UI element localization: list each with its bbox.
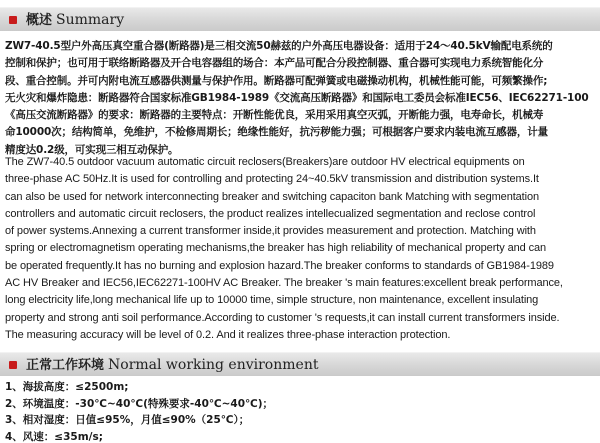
- paragraph-line: 无火灾和爆炸隐患：断路器符合国家标准GB1984-1989《交流高压断路器》和国际电工委员会标准IEC56、IEC62271-100: [5, 91, 589, 104]
- environment-section-header: [0, 352, 600, 376]
- paragraph-line: three-phase AC 50Hz.It is used for controlling and protecting 24~40.5kV transmission and distribution systems.It: [5, 173, 539, 186]
- paragraph-line: ZW7-40.5型户外高压真空重合器(断路器)是三相交流50赫兹的户外高压电器设备：适用于24～40.5kV输配电系统的: [5, 40, 553, 52]
- paragraph-line: 命10000次；结构简单，免维护，不检修周期长；绝缘性能好，抗污秽能力强；可根据客户要求内装电流互感器，计量: [5, 126, 548, 139]
- list-item: 1、海拔高度：≤2500m;: [5, 381, 129, 393]
- summary-section-title: [26, 11, 124, 29]
- list-item: 2、环境温度：-30℃~40℃(特殊要求-40℃~40℃)；: [5, 397, 274, 410]
- environment-section-title: [26, 356, 318, 374]
- list-item: 4、风速：≤35m/s;: [5, 430, 103, 443]
- paragraph-line: The ZW7-40.5 outdoor vacuum automatic circuit reclosers(Breakers)are outdoor HV electrical equipments on: [5, 156, 525, 168]
- environment-title-en: Normal working environment: [108, 357, 319, 373]
- list-item: 3、相对湿度：日值≤95%，月值≤90%（25℃）；: [5, 414, 250, 426]
- summary-title-en: Summary: [56, 12, 125, 28]
- red-square-bullet-icon: [9, 16, 17, 24]
- paragraph-line: 《高压交流断路器》的要求：断路器的主要特点：开断性能优良，采用采用真空灭弧，开断能力强，电寿命长，机械寿: [5, 109, 544, 122]
- paragraph-line: property and strong anti soil performance.According to customer 's requests,it can install current transformers inside.: [5, 311, 560, 324]
- paragraph-line: The measuring accuracy will be level of 0.2. And it realizes three-phase interaction protection.: [5, 328, 451, 341]
- environment-title-zh: 正常工作环境: [26, 358, 105, 373]
- summary-chinese-paragraph: [5, 38, 595, 159]
- summary-section-header: [0, 7, 600, 31]
- environment-conditions-list: [5, 379, 595, 443]
- paragraph-line: AC HV Breaker and IEC56,IEC62271-100HV AC Breaker. The breaker 's main features:excellent break performance,: [5, 277, 563, 290]
- paragraph-line: be operated frequently.It has no burning and explosion hazard.The breaker conforms to standards of GB1984-1989: [5, 259, 554, 272]
- paragraph-line: long electricity life,long mechanical life up to 10000 time, simple structure, non maintenance, excellent insulating: [5, 294, 539, 307]
- paragraph-line: controllers and automatic circuit reclosers, the product realizes intellecualized segmentation and reclose control: [5, 207, 536, 220]
- red-square-bullet-icon: [9, 361, 17, 369]
- summary-english-paragraph: [5, 154, 595, 344]
- paragraph-line: of power systems.Annexing a current transformer inside,it provides measurement and protection. Matching with: [5, 225, 536, 238]
- summary-title-zh: 概述: [26, 13, 53, 28]
- paragraph-line: 段、重合控制。并可内附电流互感器供测量与保护作用。断路器可配弹簧或电磁操动机构，机械性能可能，可频繁操作;: [5, 74, 548, 87]
- paragraph-line: 精度达0.2级，可实现三相互动保护。: [5, 143, 179, 156]
- paragraph-line: can also be used for network interconnecting breaker and switching capaciton bank Matching with segmentation: [5, 190, 540, 203]
- paragraph-line: spring or electromagnetism operating mechanisms,the breaker has high reliability of mechanical property and can: [5, 242, 547, 255]
- paragraph-line: 控制和保护；也可用于联络断路器及开合电容器组的场合：本产品可配合分段控制器、重合器可实现电力系统智能化分: [5, 57, 544, 70]
